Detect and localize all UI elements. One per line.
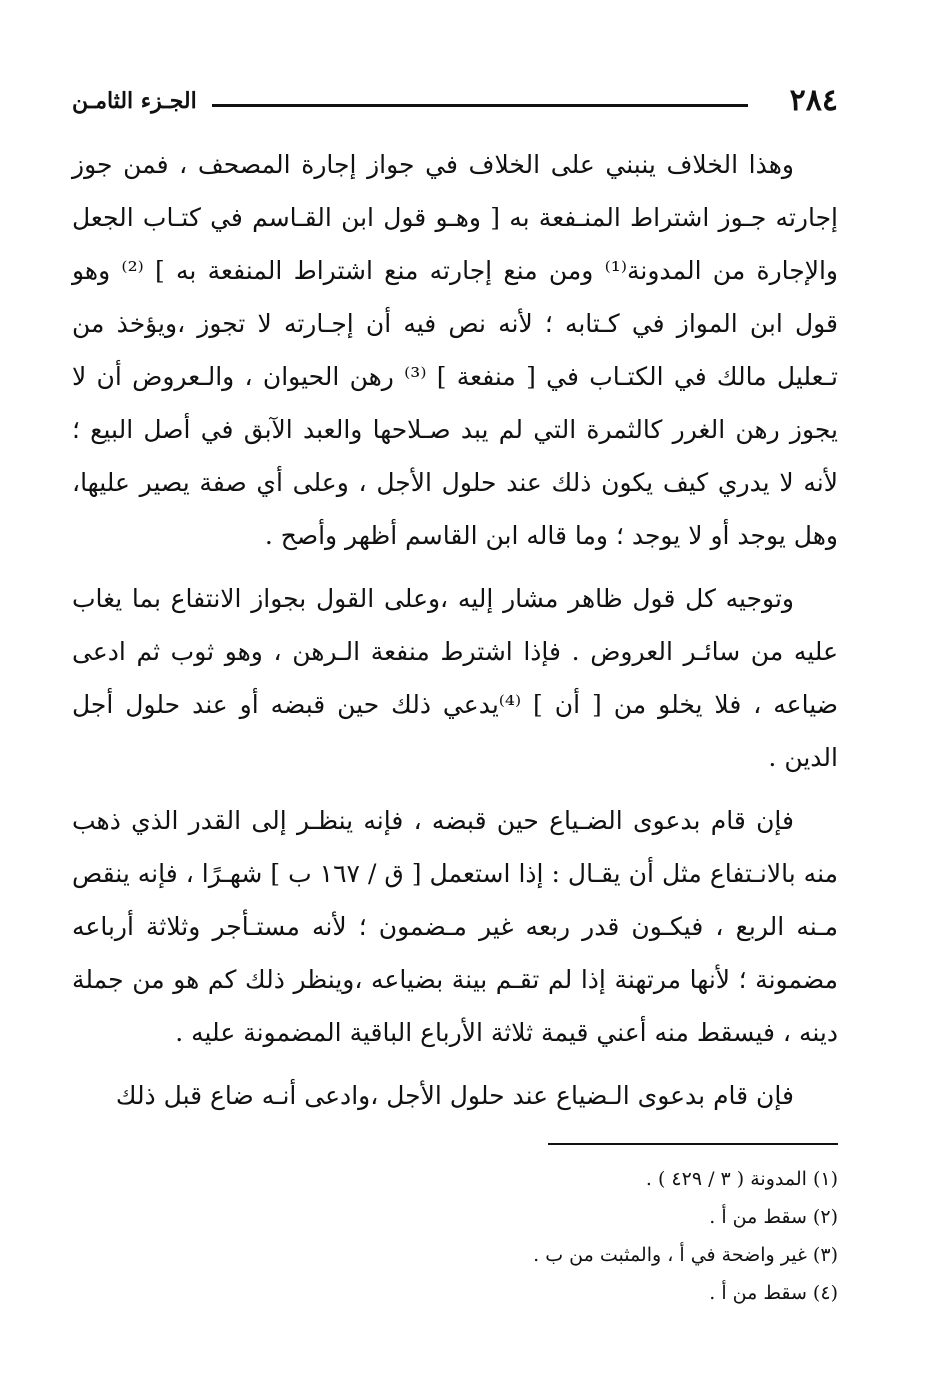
- paragraph-2: وتوجيه كل قول ظاهر مشار إليه ،وعلى القول بجواز الانتفاع بما يغاب عليه من سائـر العروض . فإذا اشترط منفعة الـرهن ، وهو ثوب ثم ادعى ضياعه ، فلا يخلو من [ أن ] ⁽⁴⁾يدعي ذلك حين قبضه أو عند حلول أجل الدين .: [72, 584, 838, 772]
- header-rule: [212, 104, 748, 107]
- paragraph-1: وهذا الخلاف ينبني على الخلاف في جواز إجارة المصحف ، فمن جوز إجارته جـوز اشتراط المنـفعة به [ وهـو قول ابن القـاسم في كتـاب الجعل والإجارة من المدونة⁽¹⁾ ومن منع إجارته منع اشتراط المنفعة به ] ⁽²⁾ وهو قول ابن المواز في كـتابه ؛ لأنه نص فيه أن إجـارته لا تجوز ،ويؤخذ من تـعليل مالك في الكتـاب في [ منفعة ] ⁽³⁾ رهن الحيوان ، والـعروض أن لا يجوز رهن الغرر كالثمرة التي لم يبد صـلاحها والعبد الآبق في أصل البيع ؛ لأنه لا يدري كيف يكون ذلك عند حلول الأجل ، وعلى أي صفة يصير عليها، وهل يوجد أو لا يوجد ؛ وما قاله ابن القاسم أظهر وأصح .: [72, 150, 838, 550]
- footnote-2: (٢) سقط من أ .: [709, 1206, 838, 1228]
- paragraph-4: فإن قام بدعوى الـضياع عند حلول الأجل ،وادعى أنـه ضاع قبل ذلك: [115, 1081, 794, 1110]
- footnotes: [72, 1160, 838, 1312]
- page-number: ٢٨٤: [789, 83, 838, 118]
- footnote-3: (٣) غير واضحة في أ ، والمثبت من ب .: [533, 1244, 838, 1266]
- running-title: الجـزء الثامـن: [72, 88, 197, 114]
- footnote-4: (٤) سقط من أ .: [709, 1282, 838, 1304]
- page-header: [72, 82, 838, 122]
- paragraph-3: فإن قام بدعوى الضـياع حين قبضه ، فإنه ينظـر إلى القدر الذي ذهب منه بالانـتفاع مثل أن يقـال : إذا استعمل [ ق / ١٦٧ ب ] شهـرًا ، فإنه ينقص مـنه الربع ، فيكـون قدر ربعه غير مـضمون ؛ لأنه مستـأجر وثلاثة أرباعه مضمونة ؛ لأنها مرتهنة إذا لم تقـم بينة بضياعه ،وينظر ذلك كم هو من جملة دينه ، فيسقط منه أعني قيمة ثلاثة الأرباع الباقية المضمونة عليه .: [72, 806, 839, 1047]
- body-text: [72, 138, 838, 1132]
- footnote-separator: [548, 1143, 838, 1145]
- footnote-1: (١) المدونة ( ٣ / ٤٢٩ ) .: [645, 1168, 838, 1190]
